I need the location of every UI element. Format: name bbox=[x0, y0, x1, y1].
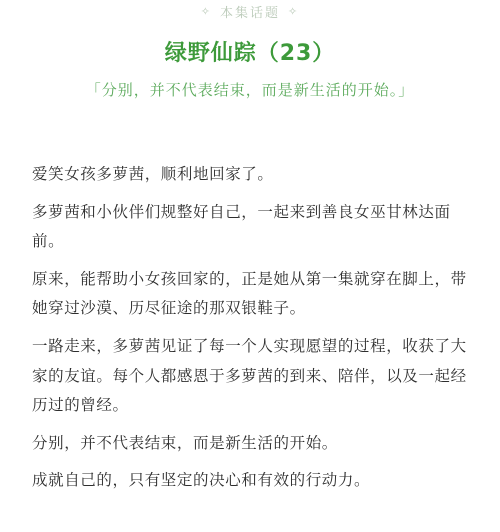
section-tag-label: 本集话题 bbox=[219, 6, 280, 21]
section-tag bbox=[0, 2, 500, 21]
article-quote: 「分别，并不代表结束，而是新生活的开始。」 bbox=[85, 81, 415, 99]
sparkle-icon: ✧ bbox=[200, 5, 212, 18]
article-body bbox=[32, 160, 478, 504]
paragraph: 爱笑女孩多萝茜，顺利地回家了。 bbox=[32, 165, 274, 183]
paragraph: 成就自己的，只有坚定的决心和有效的行动力。 bbox=[32, 471, 371, 490]
article-title: 绿野仙踪（23） bbox=[164, 41, 336, 66]
paragraph: 分别，并不代表结束，而是新生活的开始。 bbox=[32, 433, 338, 452]
paragraph: 多萝茜和小伙伴们规整好自己，一起来到善良女巫甘林达面前。 bbox=[32, 202, 451, 251]
sparkle-icon: ✧ bbox=[288, 5, 300, 18]
paragraph: 一路走来，多萝茜见证了每一个人实现愿望的过程，收获了大家的友谊。每个人都感恩于多萝茜的到来、陪伴，以及一起经历过的曾经。 bbox=[32, 336, 467, 415]
paragraph: 原来，能帮助小女孩回家的，正是她从第一集就穿在脚上，带她穿过沙漠、历尽征途的那双银鞋子。 bbox=[32, 269, 467, 318]
